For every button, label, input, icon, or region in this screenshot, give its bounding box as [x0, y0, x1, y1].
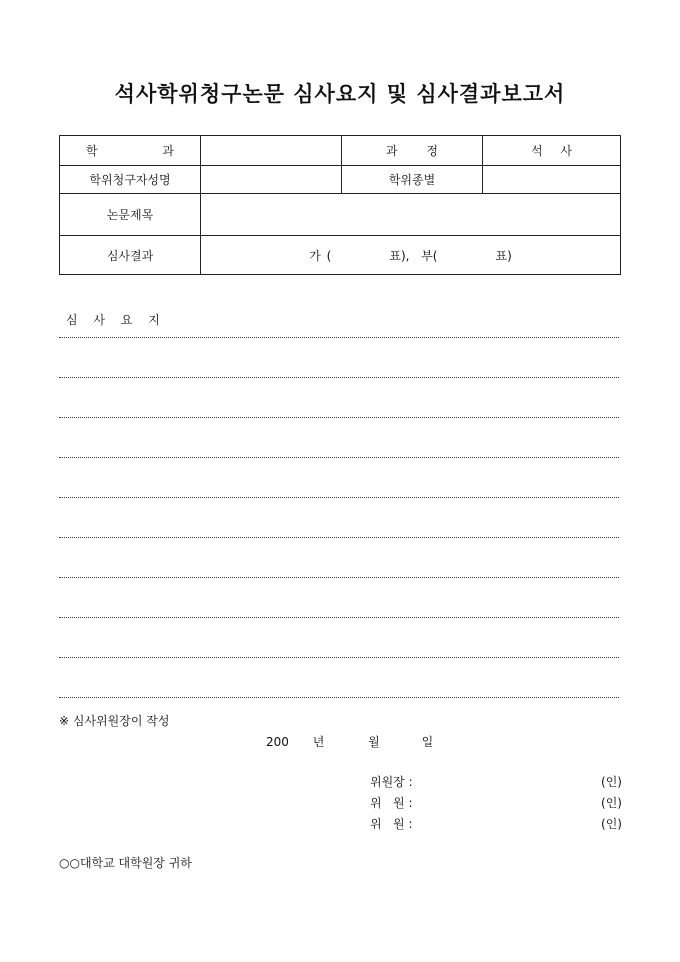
document-title: 석사학위청구논문 심사요지 및 심사결과보고서 — [114, 81, 566, 106]
department-label-cell — [60, 136, 201, 166]
review-result-label: 심사결과 — [60, 236, 201, 275]
course-label-b: 정 — [426, 144, 438, 158]
summary-line[interactable] — [59, 657, 619, 658]
date-year-unit: 년 — [312, 735, 325, 749]
summary-line[interactable] — [59, 337, 619, 338]
course-value-cell — [483, 136, 621, 166]
course-value-a: 석 — [531, 144, 543, 158]
seal-mark: (인) — [601, 796, 622, 810]
author-note: ※ 심사위원장이 작성 — [59, 714, 170, 728]
applicant-name-label: 학위청구자성명 — [60, 166, 201, 194]
degree-type-label: 학위종별 — [342, 166, 483, 194]
date-month-unit: 월 — [368, 735, 380, 749]
summary-line[interactable] — [59, 577, 619, 578]
table-row — [60, 236, 621, 275]
department-value[interactable] — [201, 136, 342, 166]
summary-line[interactable] — [59, 417, 619, 418]
signature-role: 위 원 : — [370, 817, 413, 831]
date-year[interactable]: 200 — [266, 735, 289, 749]
thesis-title-label: 논문제목 — [60, 194, 201, 236]
course-label-cell — [342, 136, 483, 166]
date-line — [266, 733, 433, 750]
summary-line[interactable] — [59, 457, 619, 458]
recipient-line: ○○대학교 대학원장 귀하 — [59, 856, 192, 870]
applicant-name-value[interactable] — [201, 166, 342, 194]
table-row — [60, 194, 621, 236]
department-label-a: 학 — [86, 144, 98, 158]
summary-line[interactable] — [59, 497, 619, 498]
summary-label: 심 사 요 지 — [66, 313, 166, 327]
department-label-b: 과 — [162, 144, 174, 158]
course-value-b: 사 — [560, 144, 572, 158]
table-row — [60, 166, 621, 194]
degree-type-value[interactable] — [483, 166, 621, 194]
seal-mark: (인) — [601, 817, 622, 831]
summary-line[interactable] — [59, 617, 619, 618]
summary-line[interactable] — [59, 697, 619, 698]
table-row — [60, 136, 621, 166]
summary-line[interactable] — [59, 377, 619, 378]
signature-role: 위원장 : — [370, 775, 413, 789]
signature-role: 위 원 : — [370, 796, 413, 810]
review-result-value[interactable]: 가 ( 표), 부( 표) — [201, 236, 621, 275]
seal-mark: (인) — [601, 775, 622, 789]
date-day-unit: 일 — [421, 735, 434, 749]
info-table — [59, 135, 621, 275]
course-label-a: 과 — [386, 144, 398, 158]
summary-line[interactable] — [59, 537, 619, 538]
thesis-title-value[interactable] — [201, 194, 621, 236]
